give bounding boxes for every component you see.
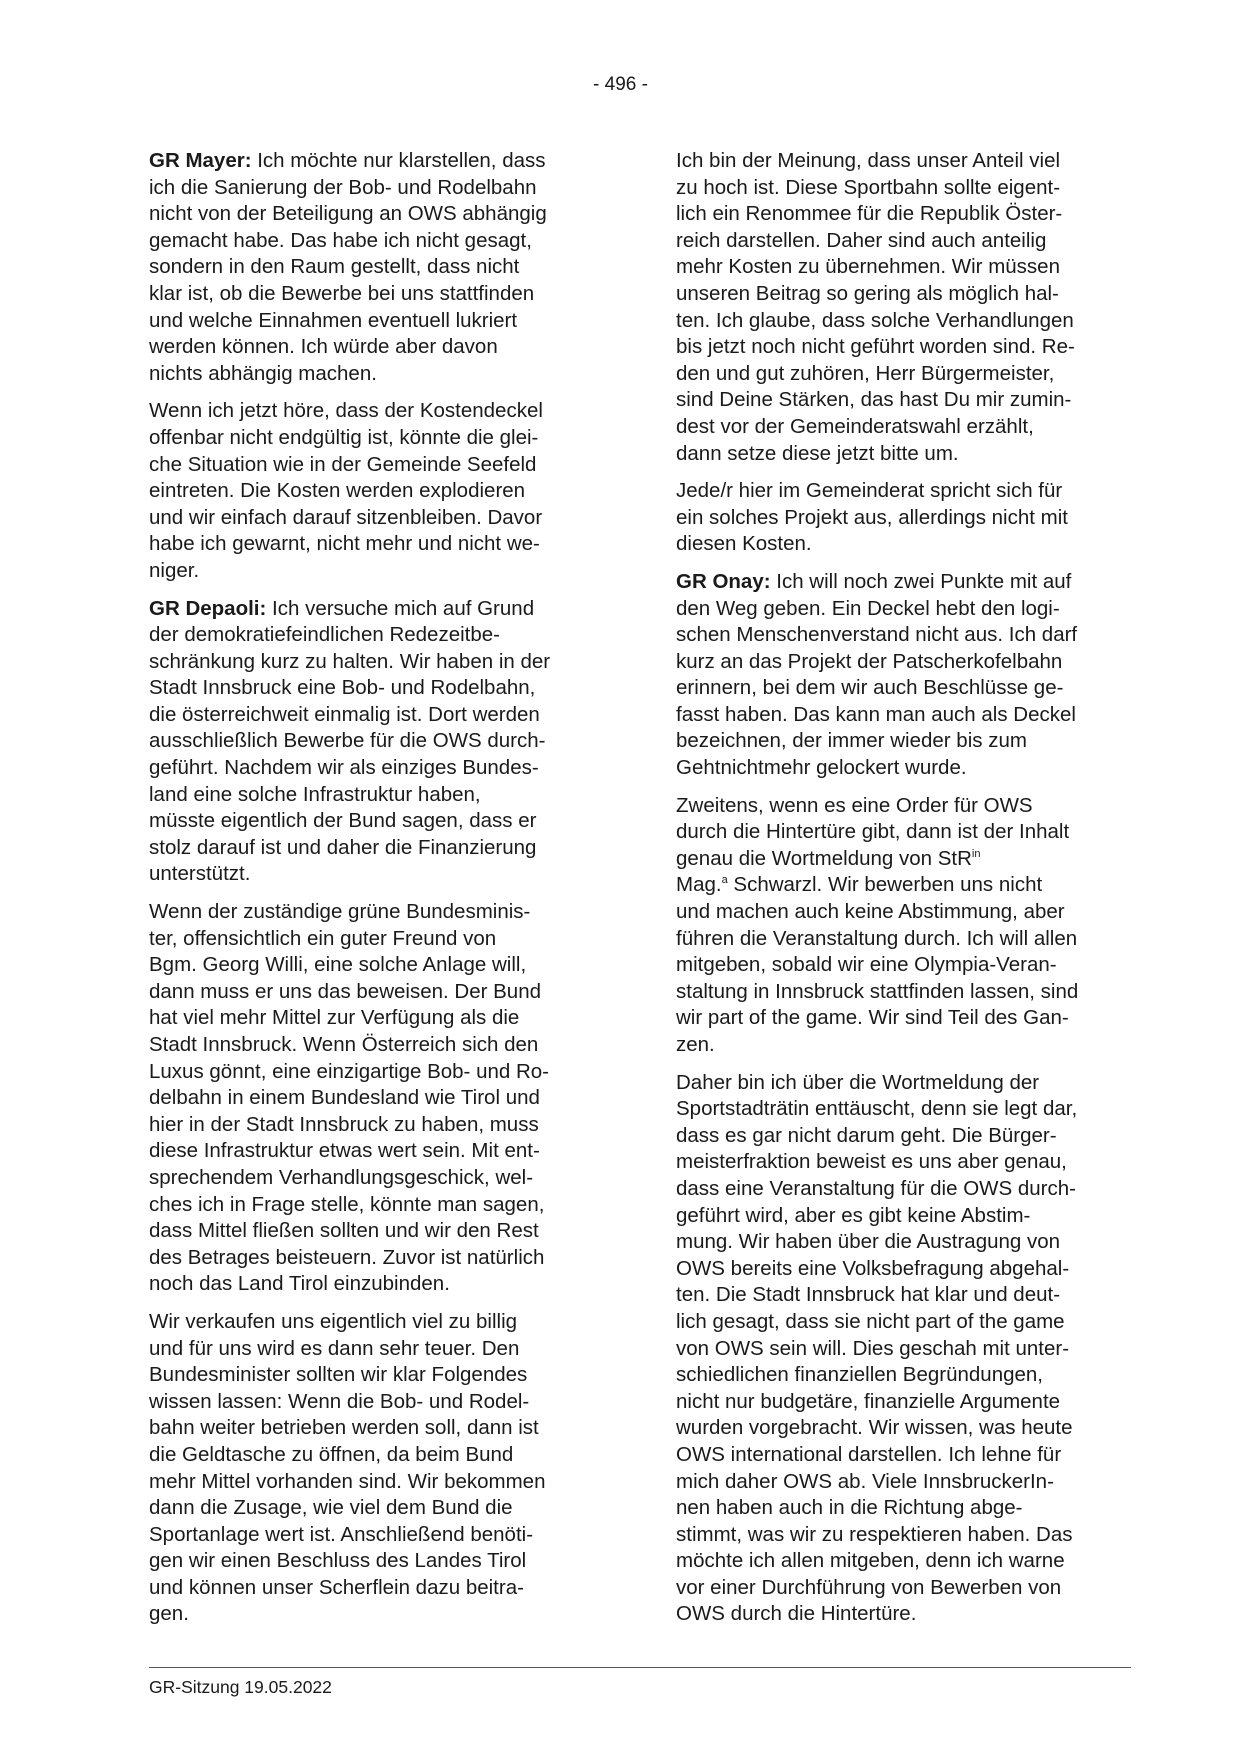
footer-divider	[149, 1667, 1131, 1668]
paragraph-gr-depaoli: GR Depaoli: Ich versuche mich auf Grund der demokratiefeindlichen Redezeitbe- schränkung kurz zu halten. Wir haben in der Stadt Innsbruck eine Bob- und Rodelbahn, die österreichweit einmalig ist. Dort werden ausschließlich Bewerbe für die OWS durch- geführt. Nachdem wir als einziges Bundes- land eine solche Infrastruktur haben, müsste eigentlich der Bund sagen, dass er stolz darauf ist und daher die Finanzierung unterstützt.	[149, 596, 551, 886]
paragraph-kostendeckel: Wenn ich jetzt höre, dass der Kostendeckel offenbar nicht endgültig ist, könnte die glei- che Situation wie in der Gemeinde Seefeld eintreten. Die Kosten werden explodieren und wir einfach darauf sitzenbleiben. Davor habe ich gewarnt, nicht mehr und nicht we- niger.	[149, 399, 543, 582]
paragraph-bundesminister: Wenn der zuständige grüne Bundesminis- ter, offensichtlich ein guter Freund von Bgm. Georg Willi, eine solche Anlage will, dann muss er uns das beweisen. Der Bund hat viel mehr Mittel zur Verfügung als die Stadt Innsbruck. Wenn Österreich sich den Luxus gönnt, eine einzigartige Bob- und Ro- delbahn in einem Bundesland wie Tirol und hier in der Stadt Innsbruck zu haben, muss diese Infrastruktur etwas wert sein. Mit ent- sprechendem Verhandlungsgeschick, wel- ches ich in Frage stelle, könnte man sagen, dass Mittel fließen sollten und wir den Rest des Betrages beisteuern. Zuvor ist natürlich noch das Land Tirol einzubinden.	[149, 900, 550, 1296]
paragraph-gr-onay: GR Onay: Ich will noch zwei Punkte mit auf den Weg geben. Ein Deckel hebt den logi- schen Menschenverstand nicht aus. Ich darf kurz an das Projekt der Patscherkofelbahn erinnern, bei dem wir auch Beschlüsse ge- fasst haben. Das kann man auch als Deckel bezeichnen, der immer wieder bis zum Gehtnichtmehr gelockert wurde.	[676, 569, 1078, 780]
page-number: - 496 -	[593, 74, 648, 95]
paragraph-billig: Wir verkaufen uns eigentlich viel zu billig und für uns wird es dann sehr teuer. Den Bundesminister sollten wir klar Folgendes wissen lassen: Wenn die Bob- und Rodel- bahn weiter betrieben werden soll, dann ist die Geldtasche zu öffnen, da beim Bund mehr Mittel vorhanden sind. Wir bekommen dann die Zusage, wie viel dem Bund die Sportanlage wert ist. Anschließend benöti- gen wir einen Beschluss des Landes Tirol und können unser Scherflein dazu beitra- gen.	[149, 1309, 546, 1626]
left-column	[149, 148, 604, 1639]
speaker-name: GR Onay:	[676, 569, 771, 593]
speaker-name: GR Mayer:	[149, 149, 252, 172]
paragraph-anteil: Ich bin der Meinung, dass unser Anteil viel zu hoch ist. Diese Sportbahn sollte eigent- lich ein Renommee für die Republik Öster- reich darstellen. Daher sind auch anteilig mehr Kosten zu übernehmen. Wir müssen unseren Beitrag so gering als möglich hal- ten. Ich glaube, dass solche Verhandlungen bis jetzt noch nicht geführt worden sind. Re- den und gut zuhören, Herr Bürgermeister, sind Deine Stärken, das hast Du mir zumin- dest vor der Gemeinderatswahl erzählt, dann setze diese jetzt bitte um.	[676, 149, 1075, 465]
paragraph-gr-mayer: GR Mayer: Ich möchte nur klarstellen, dass ich die Sanierung der Bob- und Rodelbahn nicht von der Beteiligung an OWS abhängig gemacht habe. Das habe ich nicht gesagt, sondern in den Raum gestellt, dass nicht klar ist, ob die Bewerbe bei uns stattfinden und welche Einnahmen eventuell lukriert werden können. Ich würde aber davon nichts abhängig machen.	[149, 149, 547, 385]
right-column	[676, 148, 1131, 1639]
speaker-name: GR Depaoli:	[149, 596, 267, 620]
footer-session-label: GR-Sitzung 19.05.2022	[149, 1677, 332, 1697]
paragraph-zweitens: Zweitens, wenn es eine Order für OWS durch die Hintertüre gibt, dann ist der Inhalt genau die Wortmeldung von StR$^{in}$ Mag.$^a$ Schwarzl. Wir bewerben uns nicht und machen auch keine Abstimmung, aber führen die Veranstaltung durch. Ich will allen mitgeben, sobald wir eine Olympia-Veran- staltung in Innsbruck stattfinden lassen, sind wir part of the game. Wir sind Teil des Gan- zen.	[676, 793, 1079, 1056]
paragraph-sportstadtraetin: Daher bin ich über die Wortmeldung der Sportstadträtin enttäuscht, denn sie legt dar, dass es gar nicht darum geht. Die Bürger- meisterfraktion beweist es uns aber genau, dass eine Veranstaltung für die OWS durch- geführt wird, aber es gibt keine Abstim- mung. Wir haben über die Austragung von OWS bereits eine Volksbefragung abgehal- ten. Die Stadt Innsbruck hat klar und deut- lich gesagt, dass sie nicht part of the game von OWS sein will. Dies geschah mit unter- schiedlichen finanziellen Begründungen, nicht nur budgetäre, finanzielle Argumente wurden vorgebracht. Wir wissen, was heute OWS international darstellen. Ich lehne für mich daher OWS ab. Viele InnsbruckerIn- nen haben auch in die Richtung abge- stimmt, was wir zu respektieren haben. Das möchte ich allen mitgeben, denn ich warne vor einer Durchführung von Bewerben von OWS durch die Hintertüre.	[676, 1070, 1078, 1626]
paragraph-gemeinderat: Jede/r hier im Gemeinderat spricht sich für ein solches Projekt aus, allerdings nicht mit diesen Kosten.	[676, 479, 1068, 556]
